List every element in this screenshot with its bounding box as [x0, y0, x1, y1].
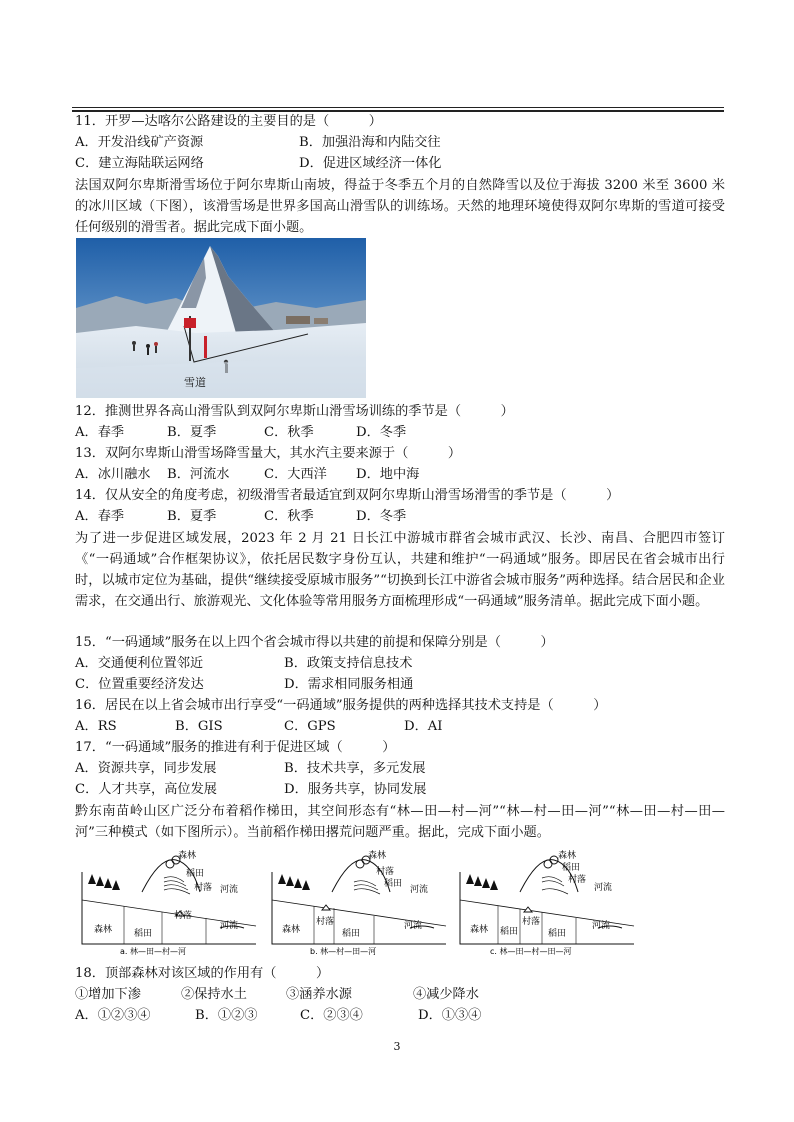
diagram-b-forest-bot: 森林	[282, 925, 301, 935]
q11-option-c[interactable]: C．建立海陆联运网络	[75, 156, 204, 171]
q17-option-b[interactable]: B．技术共享，多元发展	[284, 761, 426, 776]
diagram-a-paddy-bot: 稻田	[134, 929, 153, 939]
ski-slope-photo	[76, 238, 366, 398]
diagram-a-river-bot: 河流	[220, 921, 239, 931]
diagram-c-river-top: 河流	[594, 883, 613, 893]
question-14-stem: 14．仅从安全的角度考虑，初级滑雪者最适宜到双阿尔卑斯山滑雪场滑雪的季节是（ ）	[75, 488, 620, 503]
diagram-b-paddy-bot: 稻田	[342, 929, 361, 939]
q13-option-b[interactable]: B．河流水	[167, 467, 230, 482]
q13-option-a[interactable]: A．冰川融水	[75, 467, 151, 482]
question-12-stem: 12．推测世界各高山滑雪队到双阿尔卑斯山滑雪场训练的季节是（ ）	[75, 404, 514, 419]
q18-option-d[interactable]: D．①③④	[418, 1008, 482, 1023]
q14-option-a[interactable]: A．春季	[75, 509, 125, 524]
diagram-b-forest-top: 森林	[368, 851, 387, 861]
q12-option-c[interactable]: C．秋季	[264, 425, 314, 440]
diagram-c-paddy2-bot: 稻田	[548, 929, 567, 939]
question-15-stem: 15．“一码通域”服务在以上四个省会城市得以共建的前提和保障分别是（ ）	[75, 635, 554, 650]
page-number: 3	[393, 1040, 401, 1053]
diagram-c-caption: c. 林—田—村—田—河	[490, 947, 572, 956]
q18-statement-3: ③涵养水源	[286, 987, 352, 1002]
diagram-c-village-top: 村落	[568, 875, 587, 885]
diagram-b-village-bot: 村落	[316, 917, 335, 927]
q18-statement-4: ④减少降水	[413, 987, 479, 1002]
q11-option-d[interactable]: D．促进区域经济一体化	[299, 156, 442, 171]
photo-label-ski-run: 雪道	[184, 376, 206, 389]
question-11-stem: 11．开罗—达喀尔公路建设的主要目的是（ ）	[75, 114, 382, 129]
diagram-a-paddy-top: 稻田	[186, 869, 205, 879]
q18-statement-1: ①增加下渗	[75, 987, 141, 1002]
q12-option-d[interactable]: D．冬季	[356, 425, 407, 440]
q11-option-a[interactable]: A．开发沿线矿产资源	[75, 135, 204, 150]
q18-option-b[interactable]: B．①②③	[195, 1008, 258, 1023]
diagram-a-village-bot: 村落	[174, 911, 193, 921]
question-17-stem: 17．“一码通域”服务的推进有利于促进区域（ ）	[75, 740, 396, 755]
diagram-a-caption: a. 林—田—村—河	[120, 947, 186, 956]
diagram-b-river-bot: 河流	[404, 921, 423, 931]
diagram-b-village-top: 村落	[376, 867, 395, 877]
diagram-a-forest-top: 森林	[178, 851, 197, 861]
question-13-stem: 13．双阿尔卑斯山滑雪场降雪量大，其水汽主要来源于（ ）	[75, 446, 462, 461]
diagram-b-river-top: 河流	[410, 885, 429, 895]
passage-one-code: 为了进一步促进区域发展，2023 年 2 月 21 日长江中游城市群省会城市武汉、长沙、南昌、合肥四市签订《“一码通域”合作框架协议》，依托居民数字身份互认，共建和维护“一码通域”服务。即居民在省会城市出行时，以城市定位为基础，提供“继续接受原城市服务”“切换到长江中游省会城市服务”两种选择。结合居民和企业需求，在交通出行、旅游观光、文化体验等常用服务方面梳理形成“一码通域”服务清单。据此完成下面小题。	[75, 531, 725, 609]
diagram-c-paddy-bot: 稻田	[500, 927, 519, 937]
q18-statement-2: ②保持水土	[181, 987, 247, 1002]
q18-option-a[interactable]: A．①②③④	[75, 1008, 151, 1023]
q16-option-c[interactable]: C．GPS	[284, 719, 336, 734]
q17-option-d[interactable]: D．服务共享，协同发展	[284, 782, 427, 797]
diagram-b-caption: b. 林—村—田—河	[310, 947, 377, 956]
q15-option-d[interactable]: D．需求相同服务相通	[284, 677, 414, 692]
terrace-diagram-b	[270, 848, 450, 956]
q12-option-b[interactable]: B．夏季	[167, 425, 217, 440]
terrace-diagram-a	[80, 848, 260, 956]
q17-option-a[interactable]: A．资源共享，同步发展	[75, 761, 217, 776]
diagram-c-forest-top: 森林	[558, 851, 577, 861]
q15-option-a[interactable]: A．交通便利位置邻近	[75, 656, 204, 671]
terrace-diagram-c	[458, 848, 638, 956]
q14-option-c[interactable]: C．秋季	[264, 509, 314, 524]
diagram-c-river-bot: 河流	[592, 921, 611, 931]
q18-option-c[interactable]: C．②③④	[300, 1008, 363, 1023]
diagram-c-village-bot: 村落	[522, 917, 541, 927]
q12-option-a[interactable]: A．春季	[75, 425, 125, 440]
passage-ski-resort: 法国双阿尔卑斯滑雪场位于阿尔卑斯山南坡，得益于冬季五个月的自然降雪以及位于海拔 3200 米至 3600 米的冰川区域（下图），该滑雪场是世界多国高山滑雪队的训练场。天然的地理环境使得双阿尔卑斯的雪道可接受任何级别的滑雪者。据此完成下面小题。	[75, 178, 725, 235]
diagram-a-village-top: 村落	[194, 883, 213, 893]
diagram-c-paddy-top: 稻田	[562, 863, 581, 873]
diagram-a-river-top: 河流	[220, 885, 239, 895]
q11-option-b[interactable]: B．加强沿海和内陆交往	[299, 135, 441, 150]
q15-option-c[interactable]: C．位置重要经济发达	[75, 677, 204, 692]
question-16-stem: 16．居民在以上省会城市出行享受“一码通域”服务提供的两种选择其技术支持是（ ）	[75, 698, 607, 713]
q17-option-c[interactable]: C．人才共享，高位发展	[75, 782, 217, 797]
q14-option-b[interactable]: B．夏季	[167, 509, 217, 524]
diagram-a-forest-bot: 森林	[94, 925, 113, 935]
diagram-b-paddy-top: 稻田	[384, 879, 403, 889]
question-18-stem: 18．顶部森林对该区域的作用有（ ）	[75, 966, 330, 981]
q13-option-d[interactable]: D．地中海	[356, 467, 420, 482]
q16-option-d[interactable]: D．AI	[404, 719, 443, 734]
q13-option-c[interactable]: C．大西洋	[264, 467, 327, 482]
q16-option-a[interactable]: A．RS	[75, 719, 117, 734]
header-rule	[72, 107, 724, 108]
passage-terraces: 黔东南苗岭山区广泛分布着稻作梯田，其空间形态有“林—田—村—河”“林—村—田—河”“林—田—村—田—河”三种模式（如下图所示）。当前稻作梯田撂荒问题严重。据此，完成下面小题。	[75, 804, 725, 840]
q15-option-b[interactable]: B．政策支持信息技术	[284, 656, 413, 671]
diagram-c-forest-bot: 森林	[470, 925, 489, 935]
q14-option-d[interactable]: D．冬季	[356, 509, 407, 524]
q16-option-b[interactable]: B．GIS	[175, 719, 223, 734]
